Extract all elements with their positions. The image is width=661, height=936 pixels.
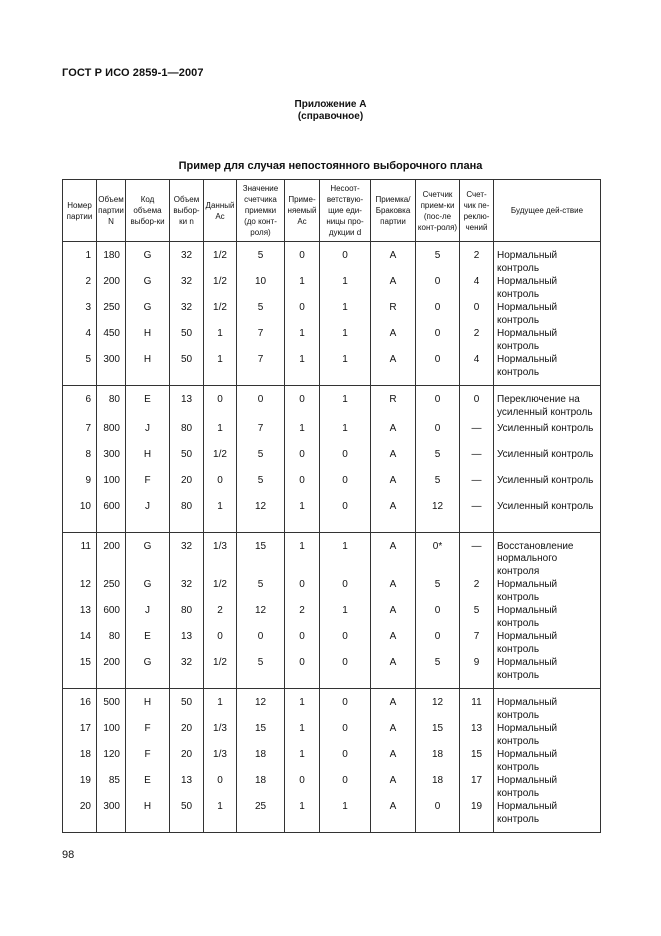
cell-applied-ac: 0 (285, 474, 320, 500)
col-header-acceptance-score-before: Значение счетчика приемки (до конт-роля) (237, 180, 285, 242)
cell-score-after: 0 (416, 604, 460, 630)
table-row (63, 422, 601, 448)
cell-nonconforming: 0 (320, 774, 371, 800)
cell-sample-code: E (126, 774, 170, 800)
cell-sample-size: 32 (170, 656, 204, 689)
cell-applied-ac: 1 (285, 500, 320, 533)
cell-switching-score: 5 (460, 604, 494, 630)
col-header-switching-score: Счет-чик пе-реклю-чений (460, 180, 494, 242)
cell-nonconforming: 0 (320, 500, 371, 533)
cell-future-action: Усиленный контроль (494, 448, 601, 474)
cell-score-before: 5 (237, 301, 285, 327)
cell-applied-ac: 0 (285, 774, 320, 800)
cell-applied-ac: 0 (285, 301, 320, 327)
cell-applied-ac: 1 (285, 275, 320, 301)
cell-future-action: Усиленный контроль (494, 474, 601, 500)
cell-nonconforming: 1 (320, 604, 371, 630)
cell-decision: A (371, 474, 416, 500)
cell-lot-number: 14 (63, 630, 97, 656)
cell-future-action: Нормальный контроль (494, 630, 601, 656)
cell-given-ac: 1/3 (204, 722, 237, 748)
cell-lot-number: 18 (63, 748, 97, 774)
cell-score-before: 15 (237, 532, 285, 578)
cell-score-before: 5 (237, 474, 285, 500)
cell-score-before: 12 (237, 689, 285, 723)
cell-switching-score: 2 (460, 327, 494, 353)
cell-score-after: 12 (416, 689, 460, 723)
cell-decision: A (371, 500, 416, 533)
cell-score-after: 18 (416, 748, 460, 774)
cell-sample-code: G (126, 578, 170, 604)
cell-switching-score: — (460, 422, 494, 448)
cell-decision: R (371, 386, 416, 422)
cell-score-after: 5 (416, 656, 460, 689)
cell-future-action: Восстановление нормального контроля (494, 532, 601, 578)
cell-score-before: 7 (237, 327, 285, 353)
sampling-plan-table (62, 179, 601, 833)
cell-lot-size: 100 (97, 474, 126, 500)
cell-sample-code: E (126, 630, 170, 656)
cell-sample-code: G (126, 656, 170, 689)
cell-future-action: Нормальный контроль (494, 327, 601, 353)
cell-decision: A (371, 689, 416, 723)
cell-nonconforming: 0 (320, 656, 371, 689)
table-row (63, 656, 601, 689)
cell-sample-code: H (126, 800, 170, 833)
cell-given-ac: 1/2 (204, 578, 237, 604)
cell-lot-number: 17 (63, 722, 97, 748)
cell-decision: A (371, 630, 416, 656)
cell-nonconforming: 1 (320, 353, 371, 386)
cell-sample-size: 50 (170, 800, 204, 833)
cell-given-ac: 1/2 (204, 656, 237, 689)
cell-lot-size: 80 (97, 630, 126, 656)
cell-given-ac: 0 (204, 386, 237, 422)
cell-future-action: Нормальный контроль (494, 774, 601, 800)
cell-given-ac: 1/3 (204, 532, 237, 578)
cell-given-ac: 2 (204, 604, 237, 630)
cell-sample-code: H (126, 689, 170, 723)
table-row (63, 722, 601, 748)
cell-lot-size: 200 (97, 275, 126, 301)
cell-applied-ac: 1 (285, 748, 320, 774)
cell-score-after: 0 (416, 800, 460, 833)
cell-lot-size: 800 (97, 422, 126, 448)
cell-applied-ac: 0 (285, 656, 320, 689)
table-row (63, 604, 601, 630)
cell-lot-size: 600 (97, 500, 126, 533)
cell-sample-code: G (126, 242, 170, 276)
cell-given-ac: 1 (204, 689, 237, 723)
cell-sample-code: F (126, 748, 170, 774)
cell-future-action: Нормальный контроль (494, 353, 601, 386)
col-header-acceptance-score-after: Счетчик прием-ки (пос-ле конт-роля) (416, 180, 460, 242)
cell-decision: A (371, 327, 416, 353)
cell-sample-code: J (126, 500, 170, 533)
table-row (63, 630, 601, 656)
cell-lot-number: 15 (63, 656, 97, 689)
document-header: ГОСТ Р ИСО 2859-1—2007 (62, 67, 204, 79)
cell-given-ac: 1/2 (204, 275, 237, 301)
cell-lot-number: 10 (63, 500, 97, 533)
cell-given-ac: 1/2 (204, 242, 237, 276)
cell-lot-size: 120 (97, 748, 126, 774)
cell-switching-score: 0 (460, 386, 494, 422)
cell-lot-size: 300 (97, 448, 126, 474)
col-header-future-action: Будущее дей-ствие (494, 180, 601, 242)
table-row (63, 448, 601, 474)
cell-lot-size: 450 (97, 327, 126, 353)
cell-switching-score: — (460, 500, 494, 533)
cell-score-after: 5 (416, 242, 460, 276)
cell-score-before: 18 (237, 748, 285, 774)
cell-decision: A (371, 242, 416, 276)
cell-lot-size: 80 (97, 386, 126, 422)
cell-decision: A (371, 448, 416, 474)
cell-sample-code: H (126, 353, 170, 386)
cell-future-action: Нормальный контроль (494, 800, 601, 833)
cell-decision: A (371, 422, 416, 448)
cell-applied-ac: 2 (285, 604, 320, 630)
cell-lot-size: 600 (97, 604, 126, 630)
cell-given-ac: 1/3 (204, 748, 237, 774)
cell-score-before: 7 (237, 353, 285, 386)
cell-applied-ac: 0 (285, 448, 320, 474)
cell-sample-size: 32 (170, 532, 204, 578)
cell-sample-code: J (126, 604, 170, 630)
cell-lot-size: 200 (97, 656, 126, 689)
cell-future-action: Нормальный контроль (494, 748, 601, 774)
cell-future-action: Нормальный контроль (494, 578, 601, 604)
cell-future-action: Усиленный контроль (494, 500, 601, 533)
cell-lot-number: 12 (63, 578, 97, 604)
cell-given-ac: 0 (204, 630, 237, 656)
cell-given-ac: 1/2 (204, 448, 237, 474)
page-number: 98 (62, 849, 75, 861)
cell-future-action: Усиленный контроль (494, 422, 601, 448)
cell-lot-size: 200 (97, 532, 126, 578)
cell-lot-number: 9 (63, 474, 97, 500)
cell-applied-ac: 1 (285, 327, 320, 353)
cell-sample-size: 32 (170, 242, 204, 276)
table-caption: Пример для случая непостоянного выборочного плана (178, 160, 483, 172)
cell-score-after: 0 (416, 422, 460, 448)
cell-sample-size: 20 (170, 474, 204, 500)
cell-sample-size: 32 (170, 301, 204, 327)
cell-nonconforming: 1 (320, 275, 371, 301)
cell-lot-number: 7 (63, 422, 97, 448)
table-row (63, 353, 601, 386)
cell-future-action: Нормальный контроль (494, 722, 601, 748)
cell-lot-size: 85 (97, 774, 126, 800)
table-row (63, 500, 601, 533)
col-header-nonconforming: Несоот-ветствую-щие еди-ницы про-дукции d (320, 180, 371, 242)
cell-score-after: 12 (416, 500, 460, 533)
cell-sample-size: 80 (170, 422, 204, 448)
cell-lot-number: 1 (63, 242, 97, 276)
cell-lot-size: 250 (97, 578, 126, 604)
cell-score-before: 5 (237, 656, 285, 689)
cell-nonconforming: 0 (320, 689, 371, 723)
cell-applied-ac: 0 (285, 242, 320, 276)
cell-lot-number: 13 (63, 604, 97, 630)
cell-lot-number: 19 (63, 774, 97, 800)
cell-given-ac: 1 (204, 327, 237, 353)
table-row (63, 532, 601, 578)
cell-switching-score: 4 (460, 353, 494, 386)
annex-title (0, 99, 661, 123)
cell-score-before: 5 (237, 242, 285, 276)
cell-given-ac: 1/2 (204, 301, 237, 327)
cell-applied-ac: 1 (285, 422, 320, 448)
cell-score-after: 5 (416, 474, 460, 500)
cell-score-after: 0* (416, 532, 460, 578)
cell-nonconforming: 1 (320, 301, 371, 327)
col-header-lot-size: Объем партии N (97, 180, 126, 242)
cell-given-ac: 1 (204, 500, 237, 533)
cell-lot-number: 4 (63, 327, 97, 353)
cell-switching-score: 2 (460, 242, 494, 276)
table-header-row (63, 180, 601, 242)
cell-sample-code: J (126, 422, 170, 448)
cell-sample-size: 80 (170, 500, 204, 533)
cell-score-after: 0 (416, 630, 460, 656)
cell-given-ac: 1 (204, 800, 237, 833)
cell-nonconforming: 0 (320, 448, 371, 474)
cell-future-action: Нормальный контроль (494, 656, 601, 689)
cell-decision: A (371, 353, 416, 386)
table-row (63, 301, 601, 327)
cell-sample-size: 50 (170, 353, 204, 386)
cell-sample-size: 50 (170, 689, 204, 723)
cell-decision: A (371, 800, 416, 833)
cell-lot-size: 500 (97, 689, 126, 723)
cell-applied-ac: 1 (285, 800, 320, 833)
cell-score-before: 0 (237, 630, 285, 656)
cell-nonconforming: 0 (320, 242, 371, 276)
cell-applied-ac: 1 (285, 689, 320, 723)
cell-score-before: 12 (237, 500, 285, 533)
cell-lot-number: 8 (63, 448, 97, 474)
table-row (63, 242, 601, 276)
table-row (63, 474, 601, 500)
col-header-applied-ac: Приме-няемый Ac (285, 180, 320, 242)
cell-future-action: Нормальный контроль (494, 275, 601, 301)
cell-switching-score: — (460, 532, 494, 578)
cell-score-after: 18 (416, 774, 460, 800)
cell-score-before: 0 (237, 386, 285, 422)
cell-switching-score: — (460, 474, 494, 500)
cell-switching-score: — (460, 448, 494, 474)
cell-lot-number: 3 (63, 301, 97, 327)
annex-label: Приложение А (294, 99, 367, 110)
cell-sample-size: 13 (170, 386, 204, 422)
cell-switching-score: 4 (460, 275, 494, 301)
cell-lot-size: 300 (97, 800, 126, 833)
cell-decision: A (371, 748, 416, 774)
cell-given-ac: 1 (204, 422, 237, 448)
cell-lot-number: 11 (63, 532, 97, 578)
cell-switching-score: 13 (460, 722, 494, 748)
col-header-given-ac: Данный Ac (204, 180, 237, 242)
cell-future-action: Нормальный контроль (494, 242, 601, 276)
cell-sample-size: 80 (170, 604, 204, 630)
cell-nonconforming: 1 (320, 532, 371, 578)
annex-note: (справочное) (297, 111, 364, 122)
cell-decision: A (371, 774, 416, 800)
cell-lot-number: 20 (63, 800, 97, 833)
cell-switching-score: 11 (460, 689, 494, 723)
cell-sample-code: H (126, 327, 170, 353)
cell-score-after: 0 (416, 327, 460, 353)
cell-nonconforming: 0 (320, 748, 371, 774)
cell-sample-code: E (126, 386, 170, 422)
cell-sample-size: 13 (170, 774, 204, 800)
col-header-sample-code: Код объема выбор-ки (126, 180, 170, 242)
cell-lot-number: 5 (63, 353, 97, 386)
cell-given-ac: 0 (204, 474, 237, 500)
cell-score-before: 7 (237, 422, 285, 448)
cell-decision: A (371, 275, 416, 301)
cell-score-after: 0 (416, 386, 460, 422)
cell-applied-ac: 1 (285, 722, 320, 748)
table-row (63, 275, 601, 301)
cell-score-after: 5 (416, 448, 460, 474)
cell-sample-code: G (126, 301, 170, 327)
cell-decision: A (371, 532, 416, 578)
cell-given-ac: 0 (204, 774, 237, 800)
cell-sample-code: F (126, 722, 170, 748)
cell-score-before: 5 (237, 578, 285, 604)
cell-future-action: Нормальный контроль (494, 301, 601, 327)
cell-score-before: 18 (237, 774, 285, 800)
table-row (63, 386, 601, 422)
cell-lot-number: 2 (63, 275, 97, 301)
cell-sample-code: F (126, 474, 170, 500)
cell-applied-ac: 0 (285, 578, 320, 604)
table-row (63, 800, 601, 833)
cell-score-after: 15 (416, 722, 460, 748)
cell-decision: A (371, 578, 416, 604)
cell-nonconforming: 0 (320, 722, 371, 748)
cell-score-after: 0 (416, 301, 460, 327)
cell-applied-ac: 0 (285, 386, 320, 422)
cell-lot-number: 16 (63, 689, 97, 723)
cell-applied-ac: 0 (285, 630, 320, 656)
cell-lot-number: 6 (63, 386, 97, 422)
cell-applied-ac: 1 (285, 353, 320, 386)
cell-lot-size: 180 (97, 242, 126, 276)
cell-score-before: 12 (237, 604, 285, 630)
cell-sample-size: 20 (170, 722, 204, 748)
cell-lot-size: 250 (97, 301, 126, 327)
cell-lot-size: 300 (97, 353, 126, 386)
cell-score-after: 0 (416, 275, 460, 301)
cell-switching-score: 15 (460, 748, 494, 774)
cell-switching-score: 7 (460, 630, 494, 656)
cell-future-action: Нормальный контроль (494, 604, 601, 630)
cell-decision: A (371, 722, 416, 748)
cell-sample-size: 50 (170, 327, 204, 353)
cell-nonconforming: 1 (320, 800, 371, 833)
table-row (63, 689, 601, 723)
col-header-accept-reject: Приемка/ Браковка партии (371, 180, 416, 242)
cell-nonconforming: 1 (320, 327, 371, 353)
cell-score-after: 5 (416, 578, 460, 604)
cell-sample-size: 13 (170, 630, 204, 656)
cell-lot-size: 100 (97, 722, 126, 748)
cell-switching-score: 19 (460, 800, 494, 833)
cell-switching-score: 17 (460, 774, 494, 800)
cell-given-ac: 1 (204, 353, 237, 386)
cell-score-after: 0 (416, 353, 460, 386)
cell-sample-code: H (126, 448, 170, 474)
cell-score-before: 5 (237, 448, 285, 474)
table-row (63, 327, 601, 353)
table-row (63, 578, 601, 604)
cell-sample-size: 32 (170, 578, 204, 604)
cell-sample-code: G (126, 275, 170, 301)
cell-decision: A (371, 656, 416, 689)
cell-nonconforming: 1 (320, 422, 371, 448)
cell-applied-ac: 1 (285, 532, 320, 578)
cell-sample-size: 20 (170, 748, 204, 774)
cell-score-before: 15 (237, 722, 285, 748)
cell-nonconforming: 0 (320, 474, 371, 500)
cell-decision: A (371, 604, 416, 630)
cell-nonconforming: 0 (320, 630, 371, 656)
cell-switching-score: 9 (460, 656, 494, 689)
cell-future-action: Переключение на усиленный контроль (494, 386, 601, 422)
cell-sample-size: 32 (170, 275, 204, 301)
cell-nonconforming: 0 (320, 578, 371, 604)
cell-switching-score: 0 (460, 301, 494, 327)
cell-score-before: 25 (237, 800, 285, 833)
table-row (63, 748, 601, 774)
cell-sample-code: G (126, 532, 170, 578)
table-row (63, 774, 601, 800)
table-body (63, 242, 601, 833)
cell-decision: R (371, 301, 416, 327)
cell-sample-size: 50 (170, 448, 204, 474)
cell-score-before: 10 (237, 275, 285, 301)
cell-switching-score: 2 (460, 578, 494, 604)
col-header-lot-number: Номер партии (63, 180, 97, 242)
cell-future-action: Нормальный контроль (494, 689, 601, 723)
col-header-sample-size: Объем выбор-ки n (170, 180, 204, 242)
cell-nonconforming: 1 (320, 386, 371, 422)
